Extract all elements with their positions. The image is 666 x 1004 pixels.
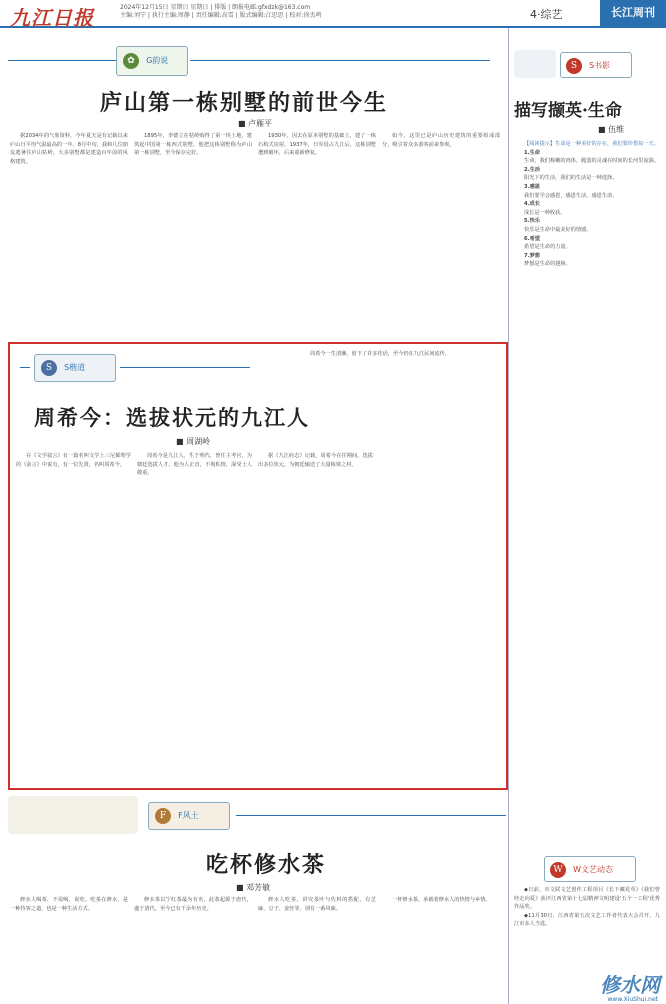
sidebar-item: 6.希望 — [524, 235, 540, 242]
article2-body-col2 — [137, 452, 252, 782]
column-icon: W — [550, 862, 566, 878]
column-badge — [34, 354, 116, 382]
article3-body-col4 — [382, 896, 500, 1000]
article1-body-col3 — [258, 132, 376, 332]
watermark-logo: 修水网 — [600, 973, 660, 997]
sidebar-item: 2.生活 — [524, 166, 540, 173]
sidebar-bottom-header — [514, 856, 660, 882]
newspaper-logo: 九江日报 — [10, 6, 94, 30]
section-tag: 长江周刊 — [600, 0, 666, 26]
article1-title: 庐山第一栋别墅的前世今生 — [100, 90, 389, 116]
paragraph: 1930年，因去在原本别墅的基础上，建了一栋石构式房屋。1937年，日军侵占九江后，这栋别墅遭到破坏，后来重新修复。 — [258, 133, 376, 157]
ink-decoration — [8, 796, 138, 834]
news-item: ◆11月30日，江西省第五次文艺工作者代表大会召开，九江市多人当选。 — [514, 912, 660, 928]
article2-title: 周希今：选拔状元的九江人 — [34, 405, 310, 430]
rule-left — [20, 367, 30, 368]
sidebar-item: 生命，我们称嫩的肉体，脆弱的灵魂在时间的长河里流淌。 — [524, 158, 659, 165]
leaf-icon: ✿ — [123, 53, 139, 69]
column-label: W文艺动态 — [573, 865, 614, 874]
article1-body-col4 — [382, 132, 500, 332]
paragraph: 周希今是九江人，生于明代，曾任主考官，为朝廷选拔人才。他为人正直，不徇私情，深受士人敬重。 — [137, 453, 252, 477]
column-label: S书影 — [589, 61, 611, 70]
article2-author: ■ 周湖岭 — [176, 437, 211, 446]
sidebar-item: 3.感恩 — [524, 183, 540, 190]
sidebar-bottom-body — [514, 886, 660, 976]
article1-body-col2 — [134, 132, 252, 332]
paragraph: 如今，这里已是庐山历史建筑的重要组成部分，吸引着众多游客前来参观。 — [382, 133, 500, 148]
sidebar-item: 希望是生命的力量。 — [524, 244, 571, 251]
column-icon: S — [41, 360, 57, 376]
column-badge — [544, 856, 636, 882]
article3-header — [8, 796, 508, 836]
paragraph: 周希今一生清廉，留下了许多佳话，至今仍在九江民间流传。 — [310, 351, 451, 357]
rule-left — [8, 60, 118, 61]
paragraph: 修水茶以宁红茶最为有名，此茶起源于唐代，盛于清代，至今已有千余年历史。 — [134, 897, 252, 912]
rule-right — [120, 367, 250, 368]
sidebar-item: 【阅读提示】生命是一种美好的存在，我们要珍惜每一天。 — [524, 141, 659, 147]
paragraph: 据《九江府志》记载，周希今在任期间，选拔出多位状元，为朝廷输送了大量栋梁之材。 — [258, 453, 373, 468]
article1-author: ■ 卢雁平 — [238, 119, 273, 128]
header-info-line1: 2024年12月15日 星期日 星期日 | 排版 | 朗报电邮:gfxdzk@163.com — [120, 4, 311, 11]
column-badge — [148, 802, 230, 830]
article3-body-col2 — [134, 896, 252, 1000]
sidebar-item: 阳光下的生活，我们的生活是一种选择。 — [524, 175, 618, 182]
rule-right — [236, 815, 506, 816]
column-badge — [116, 46, 188, 76]
header-info — [120, 4, 450, 20]
sidebar-item: 成长是一种收获。 — [524, 209, 566, 216]
column-icon: S — [566, 58, 582, 74]
article2-body-col3 — [258, 452, 373, 782]
article2-body-col4 — [300, 350, 500, 446]
article2-body-col5 — [379, 452, 499, 782]
sidebar-item: 梦想是生命的翅膀。 — [524, 261, 571, 268]
article2-body-col1 — [16, 452, 131, 782]
column-divider — [508, 28, 509, 1004]
paragraph: 1895年，李德立在牯岭购得了第一块土地，建筑起中国第一栋西式别墅。他把这栋别墅称为庐山第一栋别墅，至今保存完好。 — [134, 133, 252, 157]
page-number: 4·综艺 — [530, 8, 563, 21]
article3-body-col1 — [10, 896, 128, 1000]
column-badge — [560, 52, 632, 78]
sidebar-author: ■ 伍维 — [598, 125, 625, 134]
article2-header — [20, 350, 260, 384]
header-info-line2: 主编:刘宁 | 执行主编:周静 | 责任编辑:高雪 | 版式编辑:江思思 | 校对:徐杰鸣 — [120, 12, 322, 19]
article3-author: ■ 邓芳敏 — [236, 883, 271, 892]
sidebar-title: 描写撷英·生命 — [514, 101, 622, 121]
paragraph: 据2034年的气象资料，今年夏天是有记载以来庐山日平均气温最高的一年。8月中旬，我和几位朋友逃暑往庐山牯岭，大多别墅都是建造百年前的风格建筑。 — [10, 133, 128, 165]
sidebar-item: 快乐是生命中最美好的情感。 — [524, 226, 592, 233]
watermark-url: www.XiuShui.net — [607, 996, 658, 1003]
column-icon: F — [155, 808, 171, 824]
paragraph: 一杯修水茶，承载着修水人的热情与乡情。 — [392, 897, 491, 903]
sidebar-item: 5.快乐 — [524, 218, 540, 225]
news-item: ◆日前，市文联文艺创作工程项目《长下藏花草》《我们曾经走向爱》获评江西省第十七届精神文明建设'五个一工程'优秀作品奖。 — [514, 887, 660, 911]
paragraph: 在《文学叙言》有一篇名叫文学上三尼都理学的《前言》中说有，有一位先贤，名叫周希今。 — [16, 453, 131, 468]
book-decoration — [514, 50, 556, 78]
sidebar-item: 7.梦想 — [524, 252, 540, 259]
paragraph: 修水人喝茶，不说喝，说吃。吃茶在修水，是一种待客之道，也是一种生活方式。 — [10, 897, 128, 912]
sidebar-item: 4.成长 — [524, 201, 540, 208]
sidebar-item: 1.生命 — [524, 149, 540, 156]
paragraph: 修水人吃茶，讲究茶叶与佐料的搭配，有芝麻、豆子、姜丝等，别有一番风味。 — [258, 897, 376, 912]
sidebar-header — [514, 50, 660, 80]
column-label: S楷道 — [64, 363, 86, 372]
article1-body-col1 — [10, 132, 128, 332]
article3-body-col3 — [258, 896, 376, 1000]
sidebar-item: 我们要学会感恩，感恩生活，感恩生命。 — [524, 192, 618, 199]
column-label: F风土 — [178, 811, 199, 820]
article3-title: 吃杯修水茶 — [206, 852, 327, 878]
column-label: G韵说 — [146, 56, 169, 65]
sidebar-body — [514, 140, 660, 800]
rule-right — [190, 60, 490, 61]
